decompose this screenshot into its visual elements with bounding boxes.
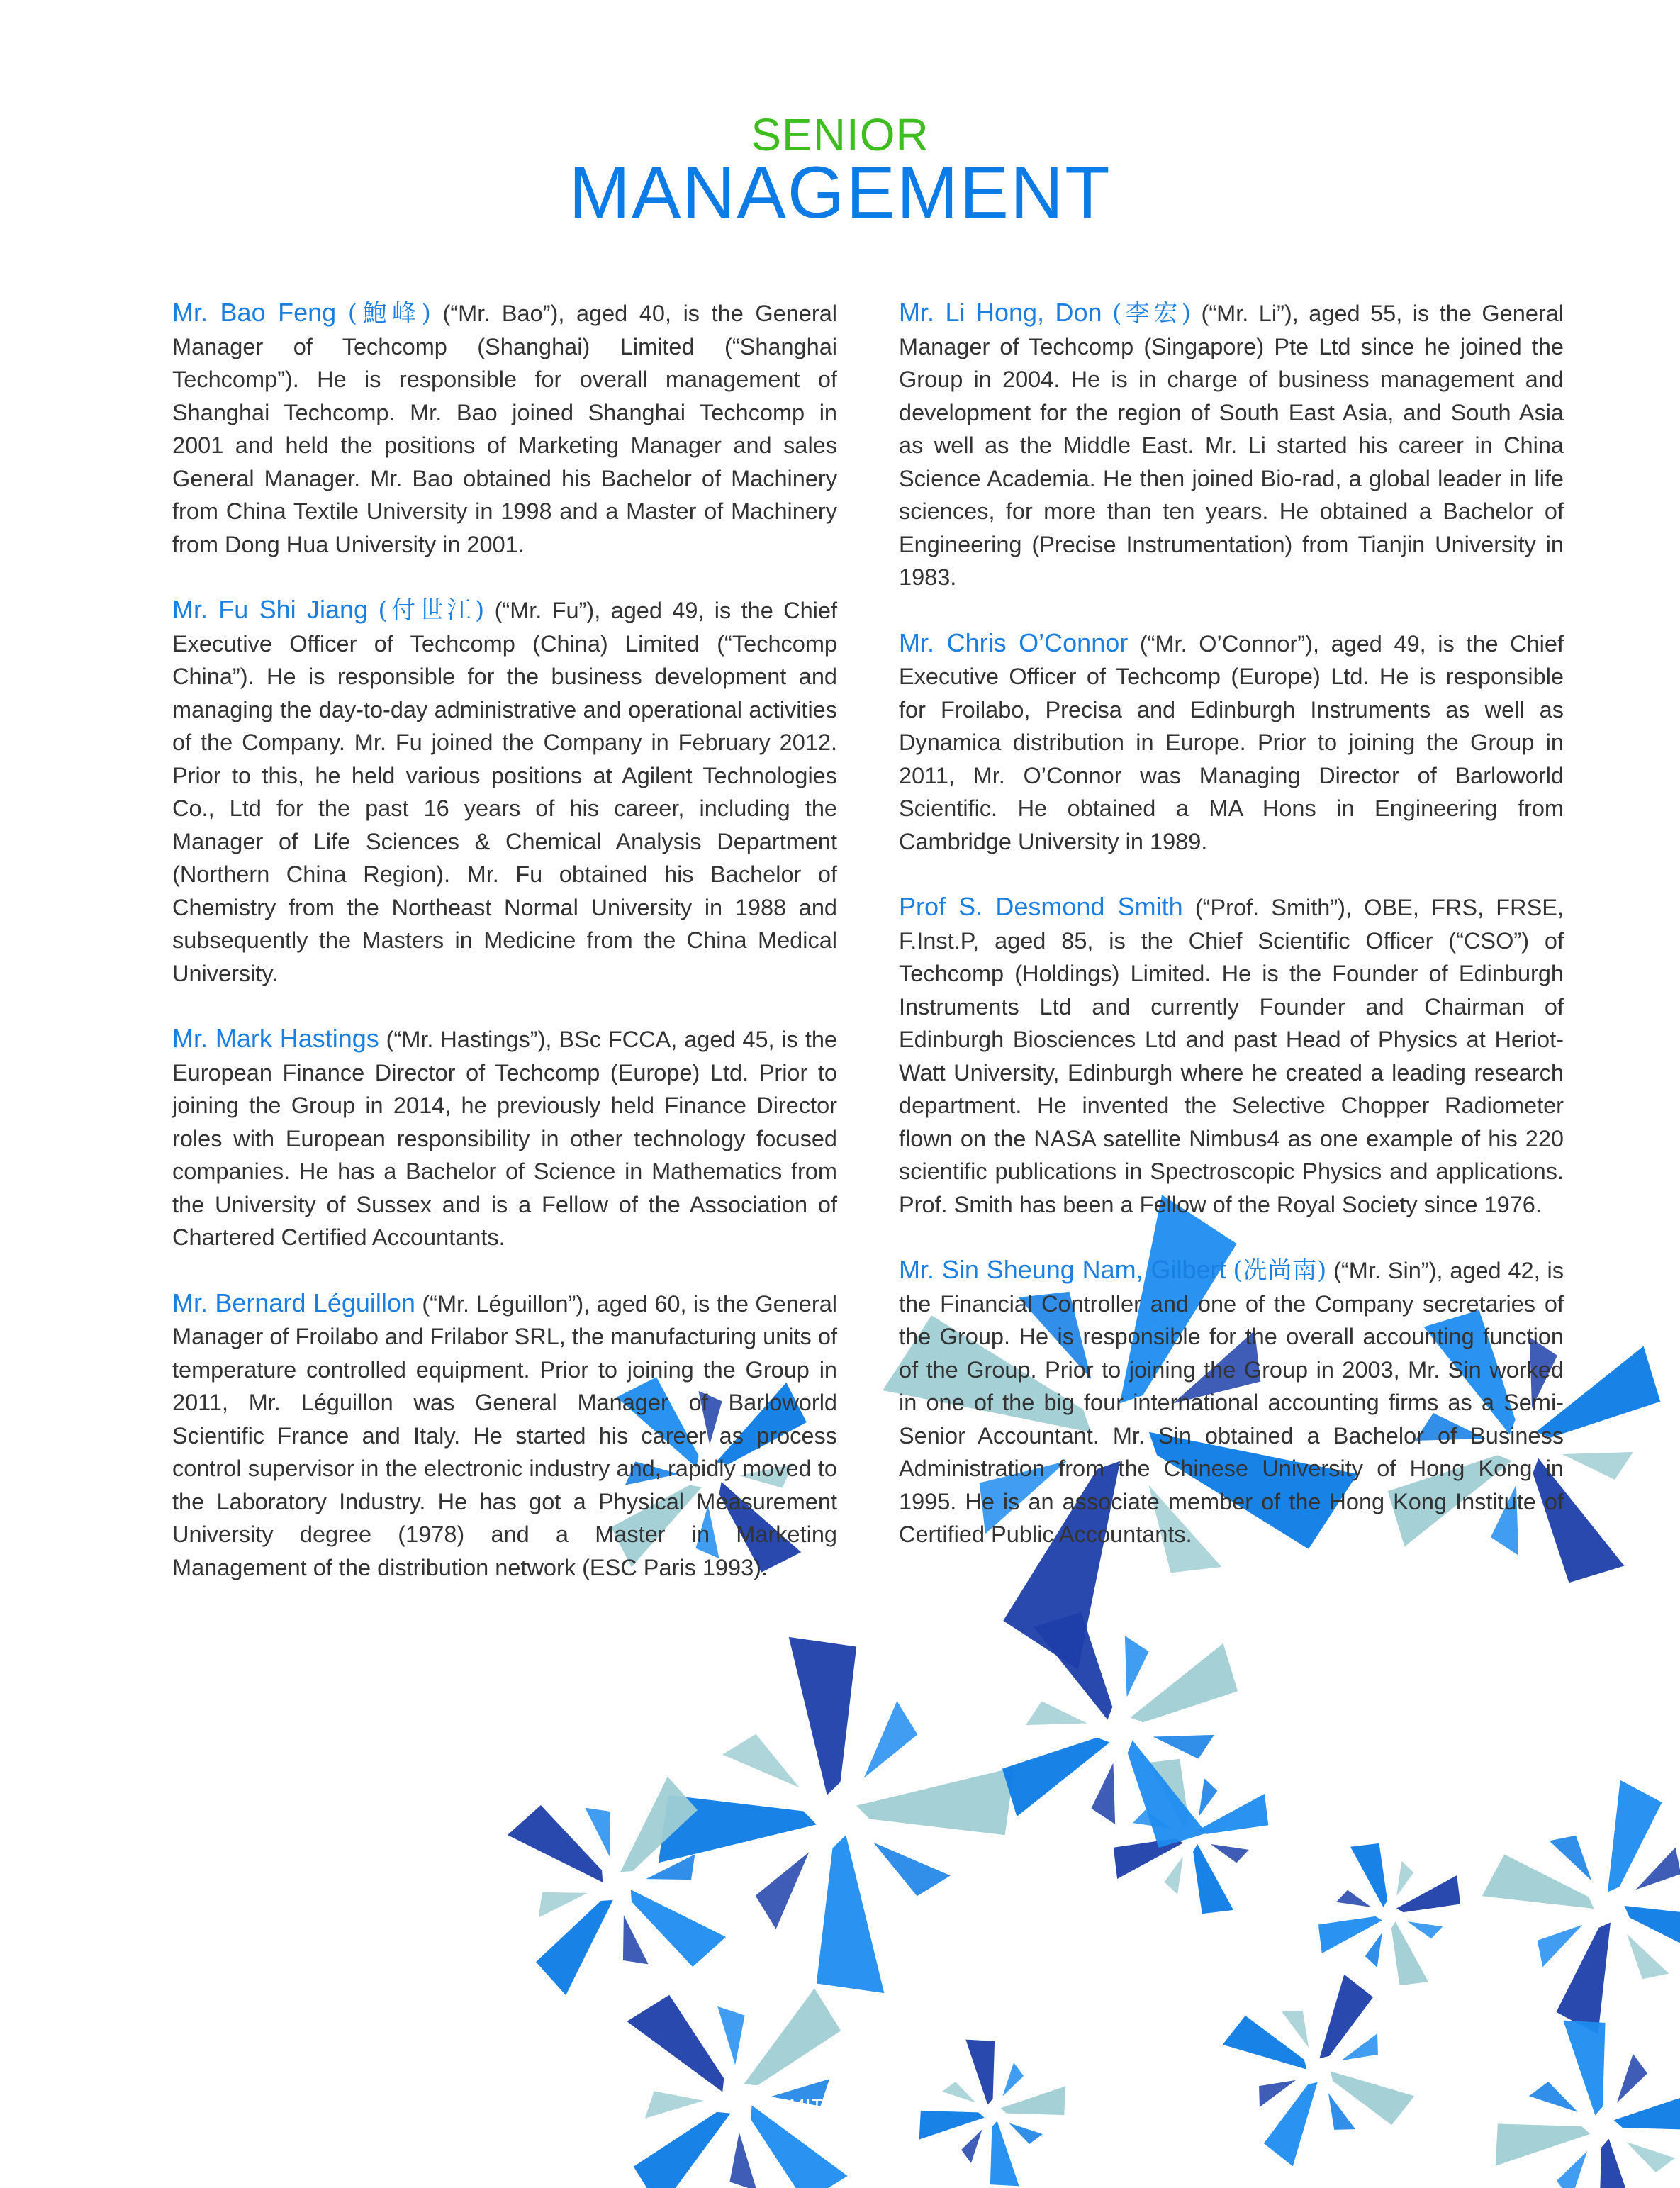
bio-text: (“Mr. Léguillon”), aged 60, is the General Manager of Froilabo and Frilabor SRL, the manufacturing units of temperature controlled equipment. Prior to joining the Group in 2011, Mr. Léguillon was General Manager of Barloworld Scientific France and Italy. He started his career as process control supervisor in the electronic industry and, rapidly moved to the Laboratory Industry. He has got a Physical Measurement University degree (1978) and a Master in Marketing Management of the distribution network (ESC Paris 1993). xyxy=(172,1290,837,1580)
title-management: MANAGEMENT xyxy=(569,152,1111,234)
pinwheel-blade xyxy=(1396,1861,1413,1896)
bio-name: Mr. Bao Feng xyxy=(172,298,337,327)
bio-sin-sheung-nam xyxy=(899,1254,1564,1551)
pinwheel-blade xyxy=(1199,1778,1217,1816)
pinwheel-blade xyxy=(864,1701,918,1778)
bio-name: Mr. Chris O’Connor xyxy=(899,627,1129,657)
bio-text: (“Mr. Bao”), aged 40, is the General Manager of Techcomp (Shanghai) Limited (“Shanghai Techcomp”). He is responsible for overall management of Shanghai Techcomp. Mr. Bao joined Shanghai Techcomp in 2001 and held the positions of Marketing Manager and sales General Manager. Mr. Bao obtained his Bachelor of Machinery from China Textile University in 1998 and a Master of Machinery from Dong Hua University in 2001. xyxy=(172,301,838,557)
bio-chinese-name: (付世江) xyxy=(378,596,485,625)
pinwheel-blade xyxy=(585,1808,610,1857)
pinwheel-blade xyxy=(1365,1933,1382,1967)
pinwheel-blade xyxy=(1009,2123,1042,2144)
pinwheel-blade xyxy=(744,1988,841,2085)
bio-bao-feng xyxy=(172,296,837,561)
bio-name: Mr. Bernard Léguillon xyxy=(172,1288,415,1317)
pinwheel-blade xyxy=(729,2132,756,2188)
pinwheel-blade xyxy=(1125,1636,1149,1697)
bio-chris-oconnor xyxy=(899,627,1564,859)
pinwheel-blade xyxy=(1636,1848,1680,1890)
pinwheel-blade xyxy=(1496,2123,1591,2165)
bio-chinese-name: (李宏) xyxy=(1112,299,1192,328)
bio-text: (“Mr. Hastings”), BSc FCCA, aged 45, is the European Finance Director of Techcomp (Europe) Ltd. Prior to joining the Group in 2014, he previously held Finance Director roles with European responsibility in other technology focused companies. He has a Bachelor of Science in Mathematics from the University of Sussex and is a Fellow of the Association of Chartered Certified Accountants. xyxy=(172,1027,837,1250)
bio-text: (“Mr. O’Connor”), aged 49, is the Chief Executive Officer of Techcomp (Europe) Ltd. He is responsible for Froilabo, Precisa and Edinburgh Instruments as well as Dynamica distribution in Europe. Prior to joining the Group in 2011, Mr. O’Connor was Managing Director of Barloworld Scientific. He obtained a MA Hons in Engineering from Cambridge University in 1989. xyxy=(899,630,1564,854)
bio-mark-hastings xyxy=(172,1022,837,1254)
bio-bernard-leguillon xyxy=(172,1287,837,1585)
bio-name: Mr. Li Hong, Don xyxy=(899,298,1102,327)
bio-text: (“Mr. Sin”), aged 42, is the Financial Controller and one of the Company secretaries of the Group. He is responsible for the overall accounting function of the Group. Prior to joining the Group in 2003, Mr. Sin worked in one of the big four international accounting firms as a Semi-Senior Accountant. Mr. Sin obtained a Bachelor of Business Administration from the Chinese University of Hong Kong in 1995. He is an associate member of the Hong Kong Institute of Certified Public Accountants. xyxy=(899,1258,1564,1547)
pinwheel-blade xyxy=(1282,2011,1309,2048)
page-footer: LIMITED | ANN xyxy=(772,2095,908,2116)
pinwheel-blade xyxy=(817,1835,885,1993)
pinwheel-blade xyxy=(536,1900,613,1995)
bio-name: Mr. Sin Sheung Nam, Gilbert xyxy=(899,1255,1226,1284)
left-column xyxy=(172,296,837,1617)
pinwheel-blade xyxy=(756,1852,810,1929)
pinwheel-blade xyxy=(631,1890,726,1967)
pinwheel-blade xyxy=(623,1915,649,1964)
pinwheel-blade xyxy=(722,1734,800,1788)
pinwheel-blade xyxy=(1341,2033,1378,2060)
pinwheel-blade xyxy=(856,1768,1014,1836)
bio-name: Prof S. Desmond Smith xyxy=(899,892,1183,921)
bio-chinese-name: (冼尚南) xyxy=(1233,1256,1327,1285)
pinwheel-blade xyxy=(508,1805,603,1882)
pinwheel-blade xyxy=(1557,2151,1587,2188)
title-senior: SENIOR xyxy=(751,109,929,160)
pinwheel-blade xyxy=(634,2112,731,2188)
pinwheel-blade xyxy=(1165,1856,1183,1894)
pinwheel-blade xyxy=(627,1995,724,2092)
pinwheel-blade xyxy=(1211,1844,1249,1863)
bio-text: (“Prof. Smith”), OBE, FRS, FRSE, F.Inst.P, aged 85, is the Chief Scientific Officer (“CSO”) of Techcomp (Holdings) Limited. He is the Founder of Edinburgh Instruments Ltd and currently Founder and Chairman of Edinburgh Biosciences Ltd and past Head of Physics at Heriot-Watt University, Edinburgh where he created a leading research department. He invented the Selective Chopper Radiometer flown on the NASA satellite Nimbus4 as one example of his 220 scientific publications in Spectroscopic Physics and applications. Prof. Smith has been a Fellow of the Royal Society since 1976. xyxy=(899,895,1564,1217)
pinwheel-blade xyxy=(1408,1921,1443,1938)
pinwheel-blade xyxy=(751,2106,848,2188)
bio-text: (“Mr. Fu”), aged 49, is the Chief Executive Officer of Techcomp (China) Limited (“Techcomp China”). He is responsible for the business development and managing the day-to-day administrative and operational activities of the Company. Mr. Fu joined the Company in February 2012. Prior to this, he held various positions at Agilent Technologies Co., Ltd for the past 16 years of his career, including the Manager of Life Sciences & Chemical Analysis Department (Northern China Region). Mr. Fu obtained his Bachelor of Chemistry from the Northeast Normal University in 1988 and subsequently the Masters in Medicine from the China Medical University. xyxy=(172,598,838,986)
pinwheel-blade xyxy=(539,1892,588,1918)
pinwheel-blade xyxy=(717,2006,744,2065)
pinwheel-blade xyxy=(873,1843,951,1897)
right-column xyxy=(899,296,1564,1584)
pinwheel-blade xyxy=(789,1637,857,1795)
pinwheel-blade xyxy=(990,2121,1019,2186)
pinwheel-blade xyxy=(1627,1934,1669,1980)
pinwheel-blade xyxy=(1626,2142,1675,2172)
pinwheel-blade xyxy=(1562,1452,1633,1480)
bio-text: (“Mr. Li”), aged 55, is the General Manager of Techcomp (Singapore) Pte Ltd since he joined the Group in 2004. He is in charge of business management and development for the region of South East Asia, and South Asia as well as the Middle East. Mr. Li started his career in China Science Academia. He then joined Bio-rad, a global leader in life sciences, for more than ten years. He obtained a Bachelor of Engineering (Precise Instrumentation) from Tianjin University in 1983. xyxy=(899,301,1564,590)
pinwheel-blade xyxy=(1002,2063,1024,2096)
pinwheel-blade xyxy=(1153,1735,1214,1759)
bio-fu-shi-jiang xyxy=(172,593,837,990)
bio-name: Mr. Fu Shi Jiang xyxy=(172,595,369,624)
pinwheel-blade xyxy=(1550,1836,1592,1881)
pinwheel-blade xyxy=(961,2129,982,2162)
pinwheel-blade xyxy=(1091,1763,1115,1824)
pinwheel-blade xyxy=(1336,1890,1371,1907)
bio-li-hong-don xyxy=(899,296,1564,594)
bio-desmond-smith xyxy=(899,891,1564,1221)
bio-name: Mr. Mark Hastings xyxy=(172,1024,379,1053)
pinwheel-blade xyxy=(1026,1701,1087,1725)
bio-chinese-name: (鮑峰) xyxy=(347,299,431,328)
pinwheel-blade xyxy=(1538,1925,1583,1967)
pinwheel-blade xyxy=(1625,1906,1680,1960)
